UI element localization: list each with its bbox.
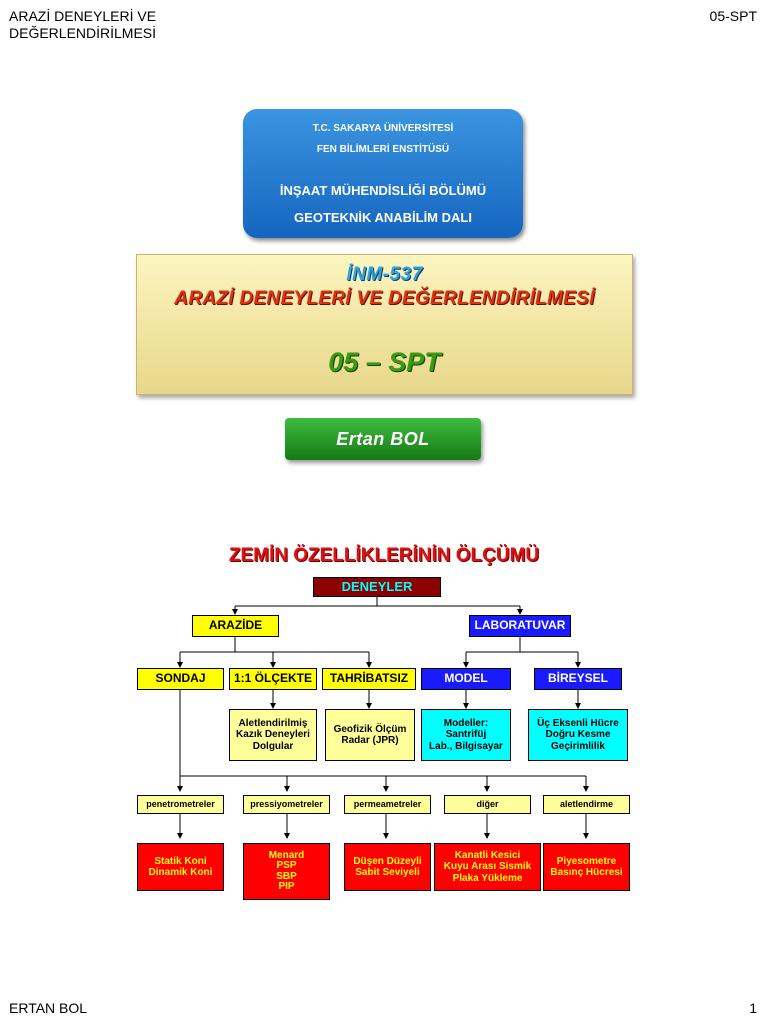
diagram-title: ZEMİN ÖZELLİKLERİNİN ÖLÇÜMÜ [228, 545, 540, 566]
institute-name: FEN BİLİMLERİ ENSTİTÜSÜ [316, 144, 450, 155]
permeametreler-box: permeametreler [344, 795, 431, 814]
detail-line: Kuyu Arası Sismik [443, 861, 532, 873]
university-name: T.C. SAKARYA ÜNİVERSİTESİ [312, 123, 454, 134]
detail-line: Piyesometre [556, 855, 617, 867]
detail-line: Santrifüj [445, 729, 487, 741]
diger-box: diğer [444, 795, 531, 814]
detail-line: Dolgular [252, 740, 294, 752]
detail-line: Düşen Düzeyli [353, 855, 422, 867]
detail-line: Aletlendirilmiş [238, 717, 308, 729]
detail-line: Doğru Kesme [545, 729, 611, 741]
detail-line: Statik Koni [154, 855, 207, 867]
department-name: İNŞAAT MÜHENDİSLİĞİ BÖLÜMÜ [279, 183, 487, 198]
detail-line: Kanatli Kesici [454, 849, 521, 861]
division-name: GEOTEKNİK ANABİLİM DALI [294, 210, 472, 225]
footer-author: ERTAN BOL [9, 1000, 88, 1016]
detail-line: SBP [276, 870, 297, 882]
header-left-text: ARAZİ DENEYLERİ VE DEĞERLENDİRİLMESİ [9, 8, 157, 41]
deneyler-box: DENEYLER [313, 577, 441, 597]
detail-line: Basınç Hücresi [550, 867, 623, 878]
model-box: MODEL [421, 668, 511, 690]
diger-detail-box [434, 843, 541, 891]
permeametreler-detail-box [344, 843, 431, 891]
author-box: Ertan BOL [285, 418, 481, 460]
header-right-text: 05-SPT [709, 8, 757, 24]
olcekte-detail-box [229, 709, 317, 761]
aletlendirme-box: aletlendirme [543, 795, 630, 814]
tahribatsiz-detail-box [325, 709, 415, 761]
detail-line: PSP [276, 860, 297, 871]
detail-line: PIP [278, 881, 295, 892]
detail-line: Modeller: [443, 717, 489, 729]
model-detail-box [421, 709, 511, 761]
detail-line: Menard [268, 849, 305, 861]
detail-line: Lab., Bilgisayar [429, 740, 503, 752]
course-code: İNM-537 [346, 264, 423, 285]
sondaj-box: SONDAJ [137, 668, 224, 690]
penetrometreler-detail-box [137, 843, 224, 891]
detail-line: Radar (JPR) [341, 735, 399, 746]
pressiyometreler-box: pressiyometreler [243, 795, 330, 814]
aletlendirme-detail-box [543, 843, 630, 891]
bireysel-box: BİREYSEL [534, 668, 622, 690]
penetrometreler-box: penetrometreler [137, 795, 224, 814]
detail-line: Geofizik Ölçüm [333, 723, 407, 735]
detail-line: Geçirimlilik [551, 740, 605, 752]
footer-page-number: 1 [749, 1000, 757, 1016]
detail-line: Üç Eksenli Hücre [537, 717, 619, 729]
detail-line: Kazık Deneyleri [236, 729, 310, 741]
detail-line: Dinamik Koni [148, 867, 213, 878]
bireysel-detail-box [528, 709, 628, 761]
lecture-subtitle: 05 – SPT [328, 347, 441, 377]
tahribatsiz-box: TAHRİBATSIZ [322, 668, 416, 690]
arazide-box: ARAZİDE [192, 615, 279, 637]
laboratuvar-box: LABORATUVAR [469, 615, 571, 637]
pressiyometreler-detail-box [243, 843, 330, 900]
course-title: ARAZİ DENEYLERİ VE DEĞERLENDİRİLMESİ [174, 288, 595, 309]
detail-line: Sabit Seviyeli [355, 867, 420, 878]
olcekte-box: 1:1 ÖLÇEKTE [229, 668, 317, 690]
detail-line: Plaka Yükleme [452, 872, 523, 884]
